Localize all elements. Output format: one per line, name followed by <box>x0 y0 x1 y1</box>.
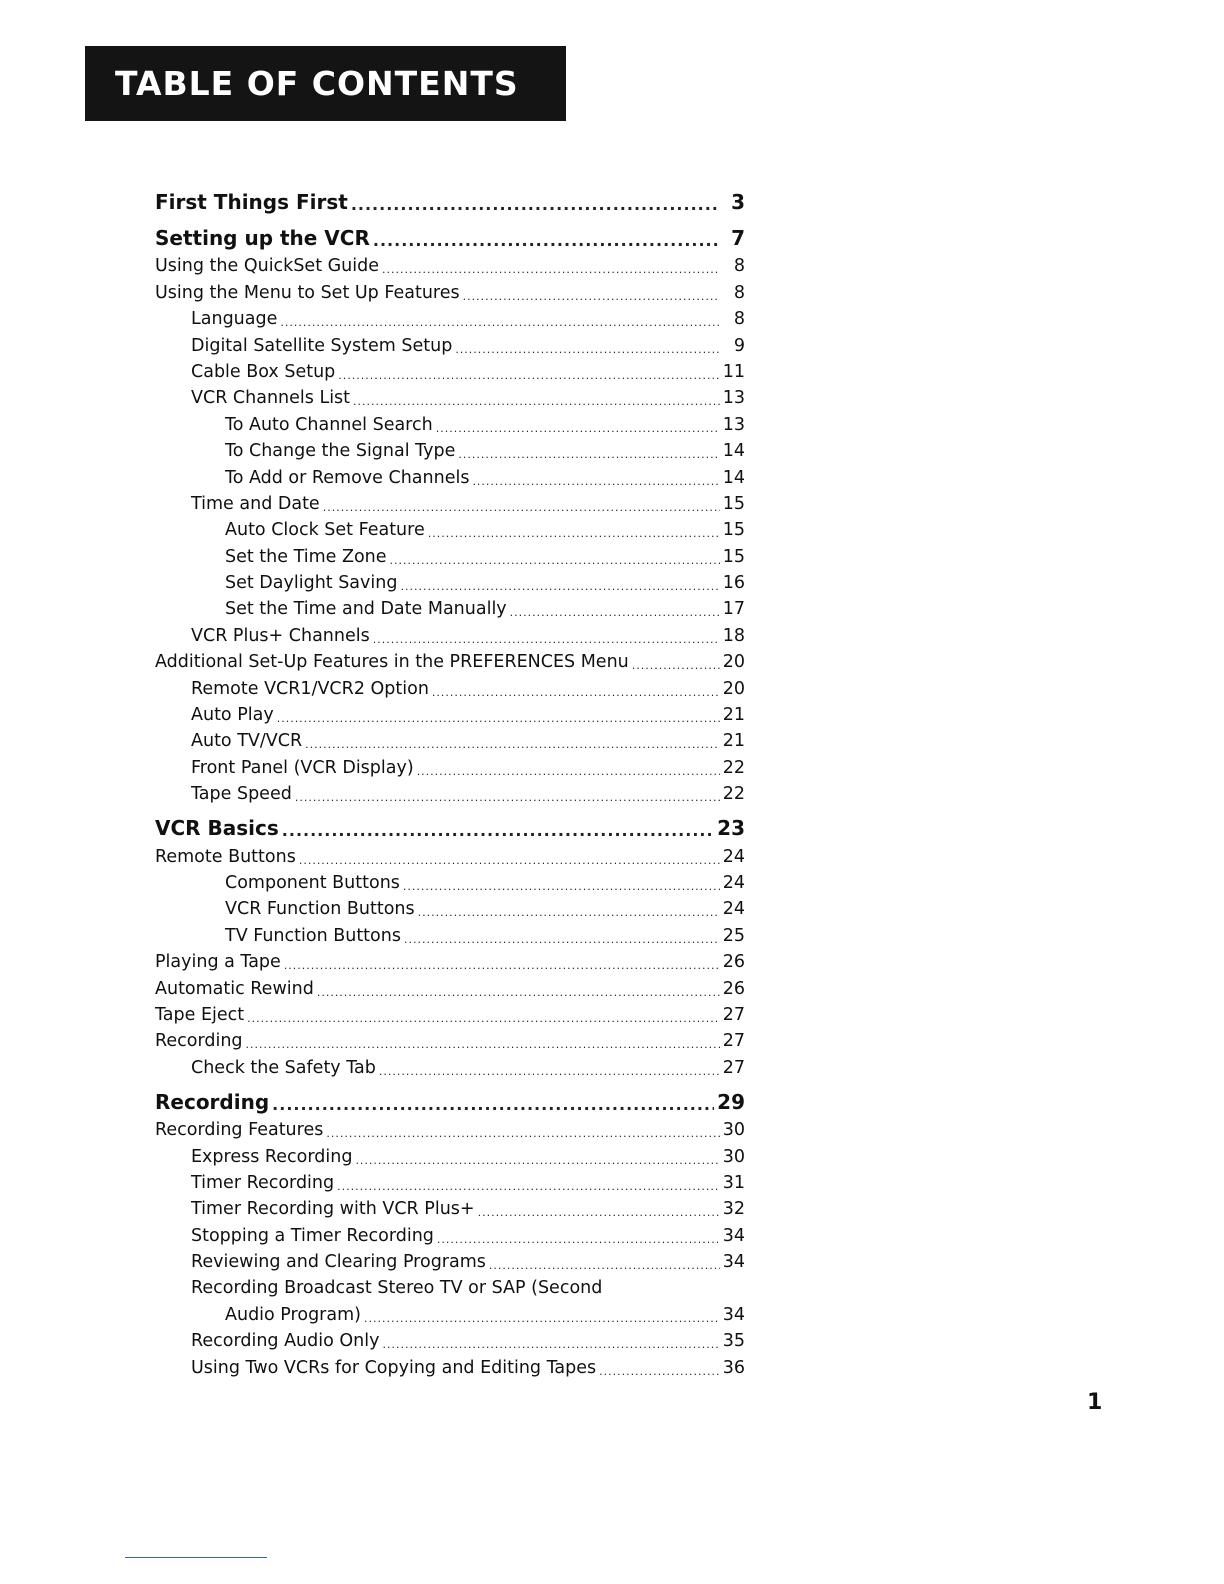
toc-entry-title: Front Panel (VCR Display) <box>191 757 414 778</box>
toc-entry-row <box>155 408 745 434</box>
toc-entry-row <box>155 999 745 1025</box>
toc-entry-title: Tape Eject <box>155 1004 245 1025</box>
dot-leader <box>351 195 720 214</box>
dot-leader <box>418 906 720 919</box>
toc-entry-row <box>155 1325 745 1351</box>
dot-leader <box>280 316 720 329</box>
toc-entry-title: Recording Features <box>155 1120 324 1141</box>
toc-page-number: 13 <box>722 414 745 435</box>
toc-page-number: 15 <box>722 546 745 567</box>
toc-page-number: 30 <box>722 1120 745 1141</box>
toc-entry-title: Using the Menu to Set Up Features <box>155 282 460 303</box>
toc-entry-row <box>155 699 745 725</box>
toc-page-number: 16 <box>722 573 745 594</box>
toc-page-number: 29 <box>717 1089 745 1114</box>
toc-page-number: 15 <box>722 493 745 514</box>
toc-page-number: 8 <box>733 256 745 277</box>
dot-leader <box>295 791 720 804</box>
dot-leader <box>510 606 720 619</box>
toc-page-number: 21 <box>722 705 745 726</box>
toc-entry-row <box>155 593 745 619</box>
toc-entry-row <box>155 919 745 945</box>
toc-page-number: 7 <box>731 226 745 250</box>
toc-section-row <box>155 1078 745 1114</box>
toc-page-number: 27 <box>722 1031 745 1052</box>
toc-entry-title: Set Daylight Saving <box>225 573 398 594</box>
toc-entry-row <box>155 1140 745 1166</box>
footer-rule <box>125 1557 267 1558</box>
toc-entry-row <box>155 250 745 276</box>
toc-entry-row <box>155 1351 745 1377</box>
dot-leader <box>400 580 719 593</box>
toc-entry-row <box>155 867 745 893</box>
toc-page-number: 36 <box>722 1357 745 1378</box>
table-of-contents <box>155 178 745 1378</box>
dot-leader <box>353 395 720 408</box>
toc-entry-row <box>155 1193 745 1219</box>
toc-entry-title: Stopping a Timer Recording <box>191 1225 434 1246</box>
toc-entry-row <box>155 356 745 382</box>
toc-entry-row <box>155 303 745 329</box>
toc-entry-title: VCR Channels List <box>191 388 351 409</box>
toc-entry-title: VCR Basics <box>155 816 279 841</box>
toc-entry-title: Auto TV/VCR <box>191 731 303 752</box>
toc-entry-row <box>155 840 745 866</box>
dot-leader <box>432 686 720 699</box>
toc-entry-title: Timer Recording with VCR Plus+ <box>191 1199 475 1220</box>
toc-page-number: 25 <box>722 925 745 946</box>
toc-entry-title: Recording <box>155 1031 243 1052</box>
toc-entry-row <box>155 619 745 645</box>
toc-page-number: 8 <box>733 309 745 330</box>
toc-page-number: 11 <box>722 361 745 382</box>
dot-leader <box>436 422 720 435</box>
toc-entry-row <box>155 1051 745 1077</box>
dot-leader <box>373 231 720 250</box>
toc-page-number: 31 <box>722 1172 745 1193</box>
toc-entry-title: Check the Safety Tab <box>191 1057 376 1078</box>
toc-page-number: 18 <box>722 625 745 646</box>
dot-leader <box>437 1233 720 1246</box>
toc-entry-title: Tape Speed <box>191 784 292 805</box>
toc-page-number: 34 <box>722 1304 745 1325</box>
toc-entry-row <box>155 435 745 461</box>
toc-page-number: 22 <box>722 784 745 805</box>
dot-leader <box>373 633 720 646</box>
dot-leader <box>382 263 720 276</box>
dot-leader <box>458 448 719 461</box>
dot-leader <box>247 1012 720 1025</box>
toc-entry-row <box>155 646 745 672</box>
toc-page-number: 35 <box>722 1331 745 1352</box>
dot-leader <box>272 1095 714 1114</box>
toc-entry-title: Language <box>191 309 278 330</box>
toc-page-number: 20 <box>722 678 745 699</box>
dot-leader <box>463 290 720 303</box>
toc-entry-row <box>155 725 745 751</box>
toc-entry-title: Additional Set-Up Features in the PREFERENCES Menu <box>155 652 629 673</box>
dot-leader <box>599 1365 720 1378</box>
dot-leader <box>305 738 720 751</box>
toc-page-number: 26 <box>722 978 745 999</box>
toc-entry-title: Digital Satellite System Setup <box>191 335 453 356</box>
toc-entry-title: TV Function Buttons <box>225 925 401 946</box>
toc-entry-title: Timer Recording <box>191 1172 335 1193</box>
toc-entry-title: Recording Audio Only <box>191 1331 380 1352</box>
toc-page-number: 20 <box>722 652 745 673</box>
toc-entry-row <box>155 382 745 408</box>
toc-page-number: 22 <box>722 757 745 778</box>
toc-page-number: 34 <box>722 1225 745 1246</box>
toc-entry-title: Remote VCR1/VCR2 Option <box>191 678 429 699</box>
toc-page-number: 13 <box>722 388 745 409</box>
toc-page-number: 15 <box>722 520 745 541</box>
toc-entry-row <box>155 1272 745 1298</box>
toc-entry-row <box>155 1114 745 1140</box>
dot-leader <box>390 554 720 567</box>
dot-leader <box>382 1338 719 1351</box>
toc-entry-title: Set the Time and Date Manually <box>225 599 507 620</box>
dot-leader <box>337 1180 720 1193</box>
toc-entry-title: Playing a Tape <box>155 952 281 973</box>
toc-page-number: 34 <box>722 1252 745 1273</box>
toc-entry-row <box>155 972 745 998</box>
toc-entry-row <box>155 1025 745 1051</box>
toc-entry-title: Setting up the VCR <box>155 226 370 250</box>
toc-entry-title: Automatic Rewind <box>155 978 314 999</box>
dot-leader <box>277 712 720 725</box>
toc-page-number: 3 <box>731 190 745 214</box>
dot-leader <box>403 880 720 893</box>
toc-page-number: 30 <box>722 1146 745 1167</box>
dot-leader <box>338 369 719 382</box>
dot-leader <box>489 1259 720 1272</box>
toc-entry-row <box>155 488 745 514</box>
toc-entry-row <box>155 672 745 698</box>
toc-entry-title: First Things First <box>155 190 348 214</box>
toc-page-number: 24 <box>722 899 745 920</box>
toc-page-number: 24 <box>722 846 745 867</box>
dot-leader <box>472 475 719 488</box>
toc-entry-row <box>155 946 745 972</box>
toc-entry-title: Time and Date <box>191 493 320 514</box>
dot-leader <box>404 933 720 946</box>
toc-entry-title: Set the Time Zone <box>225 546 387 567</box>
dot-leader <box>364 1312 720 1325</box>
dot-leader <box>632 659 720 672</box>
toc-entry-row <box>155 567 745 593</box>
toc-entry-row <box>155 1167 745 1193</box>
toc-page-number: 14 <box>722 467 745 488</box>
toc-entry-title: Audio Program) <box>225 1304 361 1325</box>
dot-leader <box>323 501 720 514</box>
toc-entry-row <box>155 1298 745 1324</box>
dot-leader <box>284 959 720 972</box>
toc-page-number: 32 <box>722 1199 745 1220</box>
toc-page-number: 26 <box>722 952 745 973</box>
dot-leader <box>299 854 720 867</box>
toc-entry-row <box>155 778 745 804</box>
toc-entry-title: Recording Broadcast Stereo TV or SAP (Second <box>191 1278 603 1299</box>
dot-leader <box>455 343 720 356</box>
toc-entry-title: To Change the Signal Type <box>225 441 456 462</box>
toc-page-number: 27 <box>722 1057 745 1078</box>
dot-leader <box>478 1206 720 1219</box>
toc-entry-title: To Add or Remove Channels <box>225 467 470 488</box>
toc-entry-row <box>155 540 745 566</box>
dot-leader <box>417 765 720 778</box>
toc-section-row <box>155 214 745 250</box>
toc-page-number: 27 <box>722 1004 745 1025</box>
dot-leader <box>355 1154 719 1167</box>
toc-section-row <box>155 804 745 840</box>
toc-entry-title: VCR Plus+ Channels <box>191 625 370 646</box>
toc-entry-title: Auto Clock Set Feature <box>225 520 425 541</box>
toc-entry-title: Express Recording <box>191 1146 353 1167</box>
header-bar <box>85 46 566 121</box>
toc-entry-title: To Auto Channel Search <box>225 414 433 435</box>
dot-leader <box>246 1038 720 1051</box>
toc-entry-title: Using Two VCRs for Copying and Editing Tapes <box>191 1357 597 1378</box>
page-title: TABLE OF CONTENTS <box>115 64 519 103</box>
toc-page-number: 21 <box>722 731 745 752</box>
toc-page-number: 24 <box>722 872 745 893</box>
toc-entry-title: VCR Function Buttons <box>225 899 415 920</box>
toc-entry-title: Remote Buttons <box>155 846 296 867</box>
toc-entry-title: Reviewing and Clearing Programs <box>191 1252 486 1273</box>
toc-section-row <box>155 178 745 214</box>
toc-entry-title: Component Buttons <box>225 872 400 893</box>
toc-entry-row <box>155 751 745 777</box>
toc-page-number: 14 <box>722 441 745 462</box>
dot-leader <box>326 1127 719 1140</box>
toc-entry-row <box>155 1246 745 1272</box>
toc-entry-title: Recording <box>155 1089 270 1114</box>
dot-leader <box>379 1065 720 1078</box>
dot-leader <box>317 986 720 999</box>
dot-leader <box>282 821 714 840</box>
toc-page-number: 8 <box>733 282 745 303</box>
toc-entry-row <box>155 1219 745 1245</box>
toc-entry-row <box>155 276 745 302</box>
toc-entry-title: Auto Play <box>191 705 274 726</box>
dot-leader <box>428 527 720 540</box>
toc-page-number: 23 <box>717 816 745 841</box>
toc-entry-row <box>155 514 745 540</box>
toc-entry-row <box>155 893 745 919</box>
toc-entry-row <box>155 461 745 487</box>
toc-page-number: 17 <box>722 599 745 620</box>
toc-entry-row <box>155 329 745 355</box>
toc-entry-title: Cable Box Setup <box>191 361 336 382</box>
page-number: 1 <box>1087 1390 1103 1415</box>
toc-page-number: 9 <box>733 335 745 356</box>
toc-entry-title: Using the QuickSet Guide <box>155 256 380 277</box>
